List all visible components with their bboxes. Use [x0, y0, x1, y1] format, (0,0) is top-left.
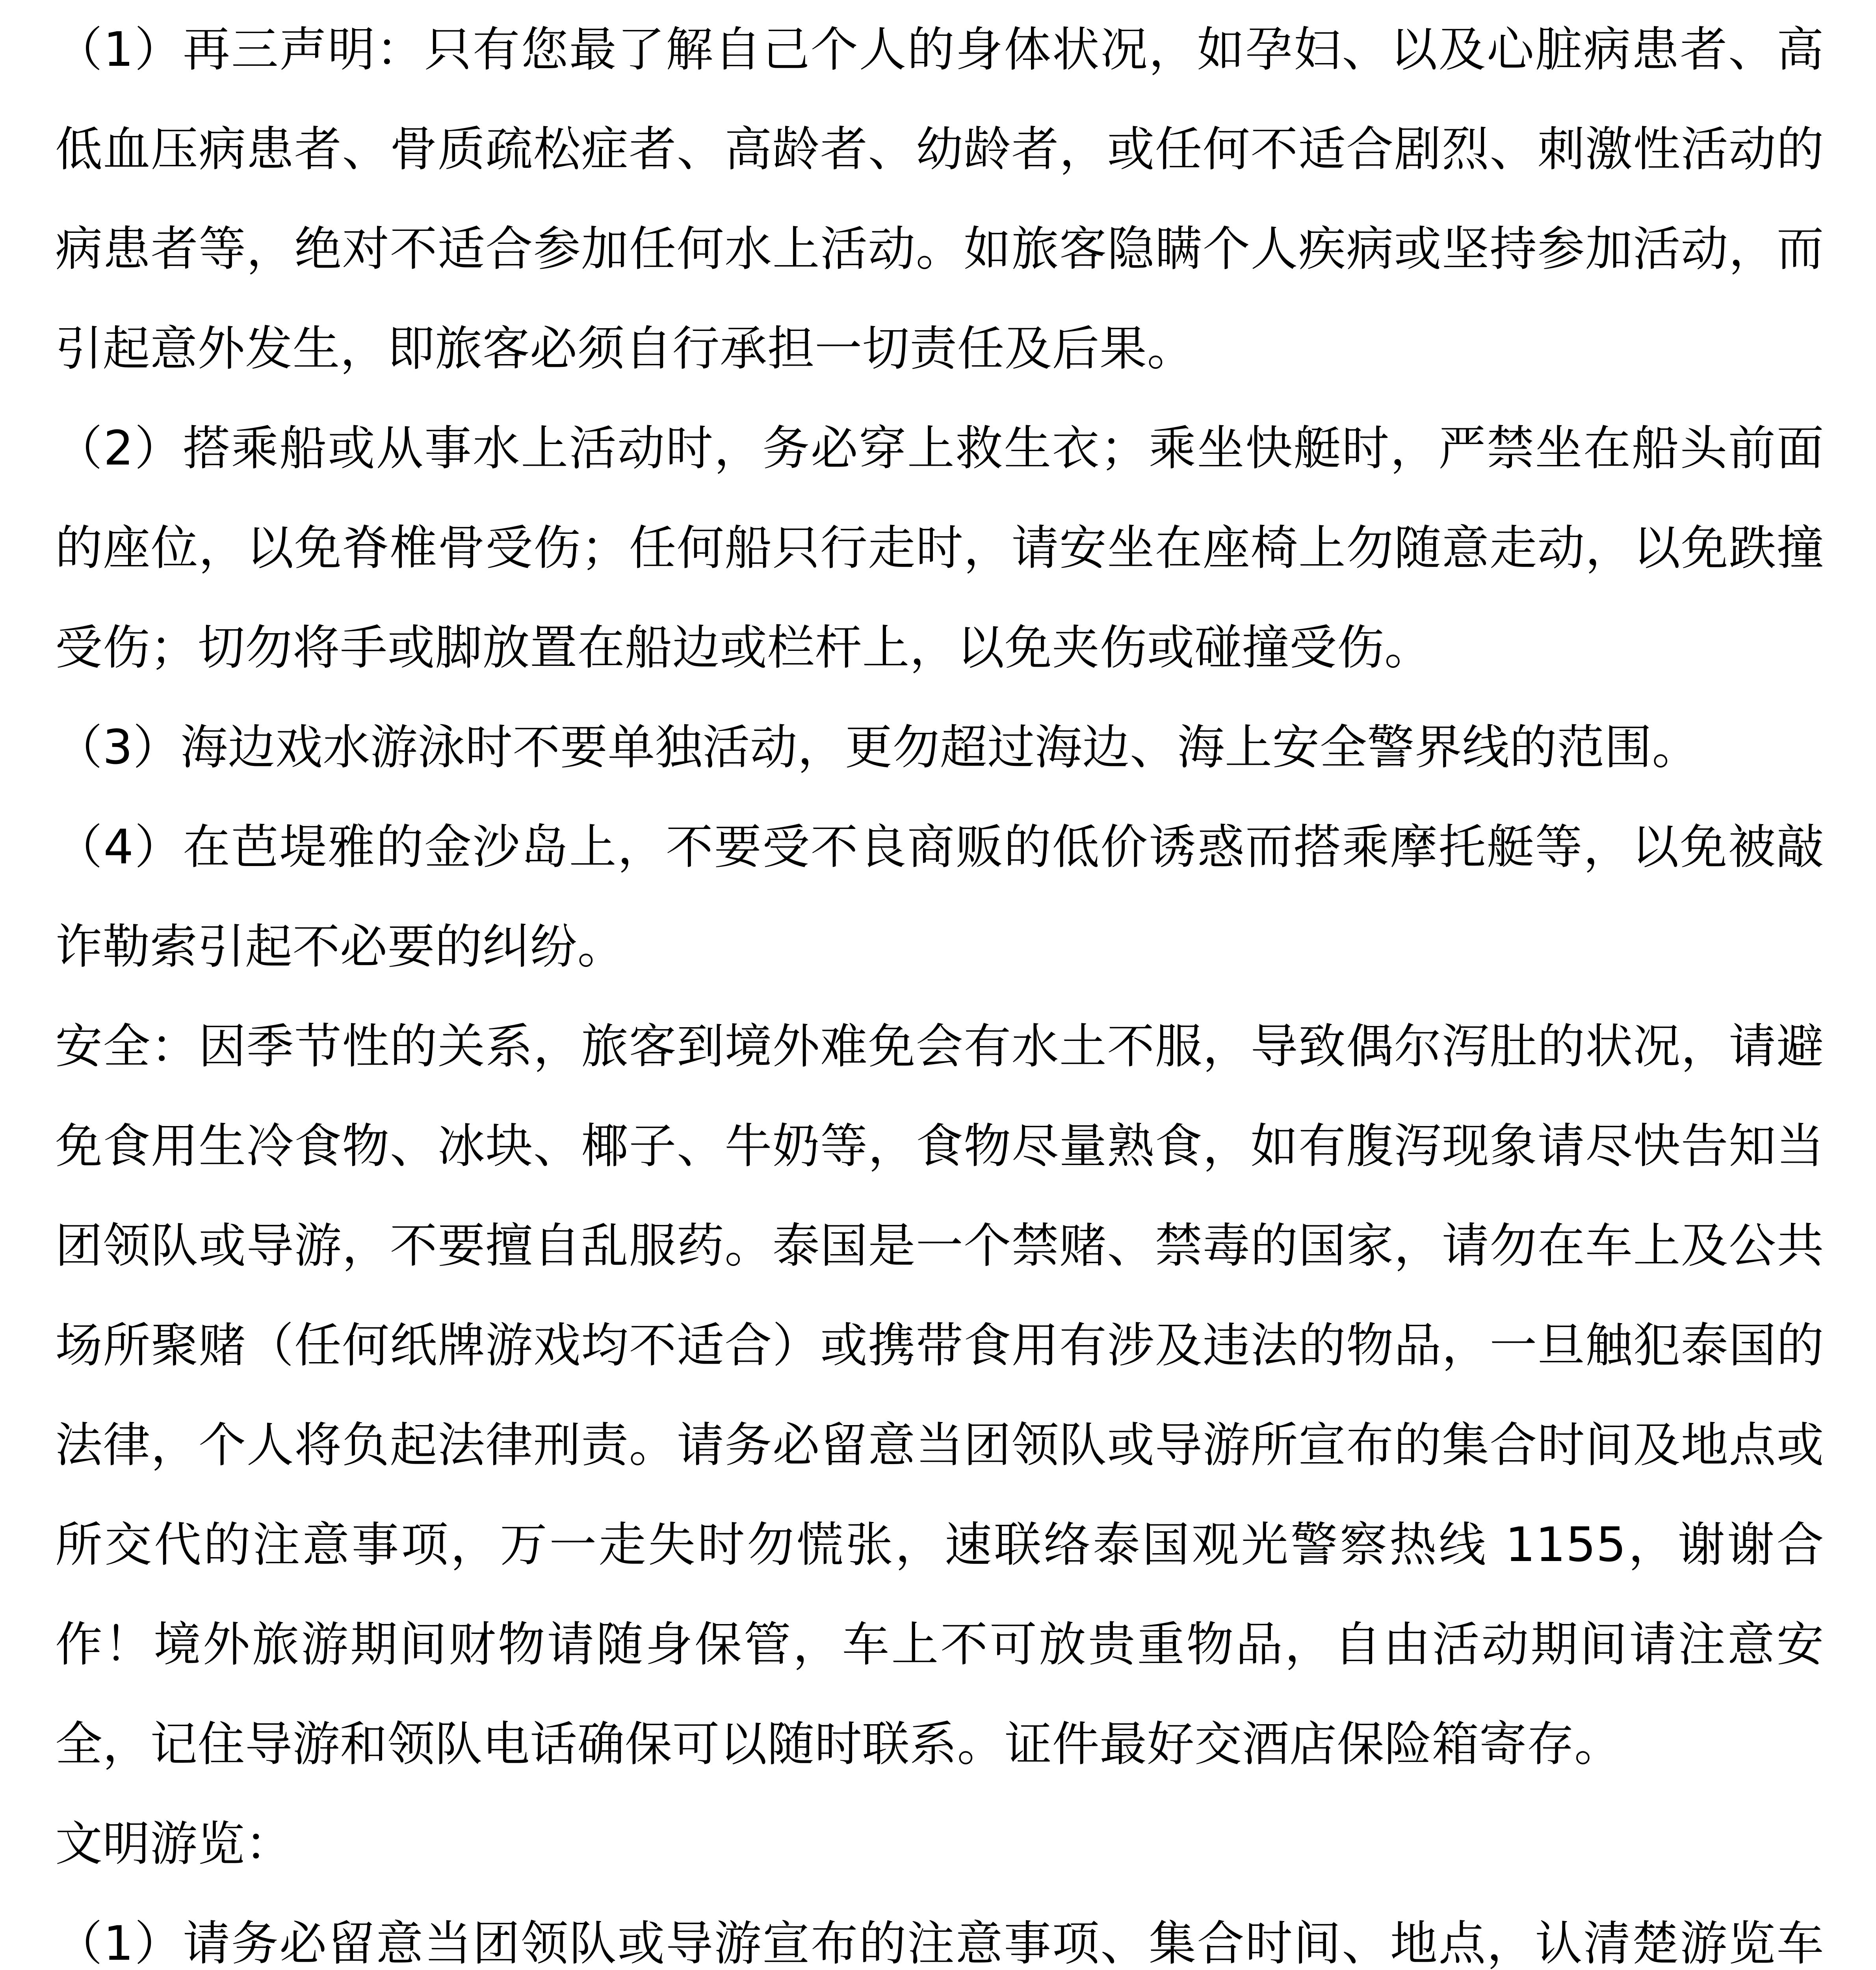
paragraph-boat-safety: （2）搭乘船或从事水上活动时，务必穿上救生衣；乘坐快艇时，严禁坐在船头前面的座位，以免脊椎骨受伤；任何船只行走时，请安坐在座椅上勿随意走动，以免跌撞受伤；切勿将手或脚放置在船边或栏杆上，以免夹伤或碰撞受伤。: [55, 421, 1824, 675]
paragraph-health-declaration: （1）再三声明：只有您最了解自己个人的身体状况，如孕妇、以及心脏病患者、高低血压病患者、骨质疏松症者、高龄者、幼龄者，或任何不适合剧烈、刺激性活动的病患者等，绝对不适合参加任何水上活动。如旅客隐瞒个人疾病或坚持参加活动，而引起意外发生，即旅客必须自行承担一切责任及后果。: [55, 22, 1824, 376]
paragraph-safety: 安全：因季节性的关系，旅客到境外难免会有水土不服，导致偶尔泻肚的状况，请避免食用生冷食物、冰块、椰子、牛奶等，食物尽量熟食，如有腹泻现象请尽快告知当团领队或导游，不要擅自乱服药。泰国是一个禁赌、禁毒的国家，请勿在车上及公共场所聚赌（任何纸牌游戏均不适合）或携带食用有涉及违法的物品，一旦触犯泰国的法律，个人将负起法律刑责。请务必留意当团领队或导游所宣布的集合时间及地点或所交代的注意事项，万一走失时勿慌张，速联络泰国观光警察热线 1155，谢谢合作！境外旅游期间财物请随身保管，车上不可放贵重物品，自由活动期间请注意安全，记住导游和领队电话确保可以随时联系。证件最好交酒店保险箱寄存。: [55, 1019, 1824, 1772]
paragraph-coral-island: （4）在芭堤雅的金沙岛上，不要受不良商贩的低价诱惑而搭乘摩托艇等，以免被敲诈勒索引起不必要的纠纷。: [55, 820, 1824, 974]
document-body: [55, 0, 1824, 1970]
section-heading-civilized-tour: 文明游览：: [55, 1817, 293, 1872]
paragraph-tour-notice: （1）请务必留意当团领队或导游宣布的注意事项、集合时间、地点，认清楚游览车: [55, 1916, 1824, 1970]
paragraph-beach-swimming: （3）海边戏水游泳时不要单独活动，更勿超过海边、海上安全警界线的范围。: [55, 720, 1700, 775]
